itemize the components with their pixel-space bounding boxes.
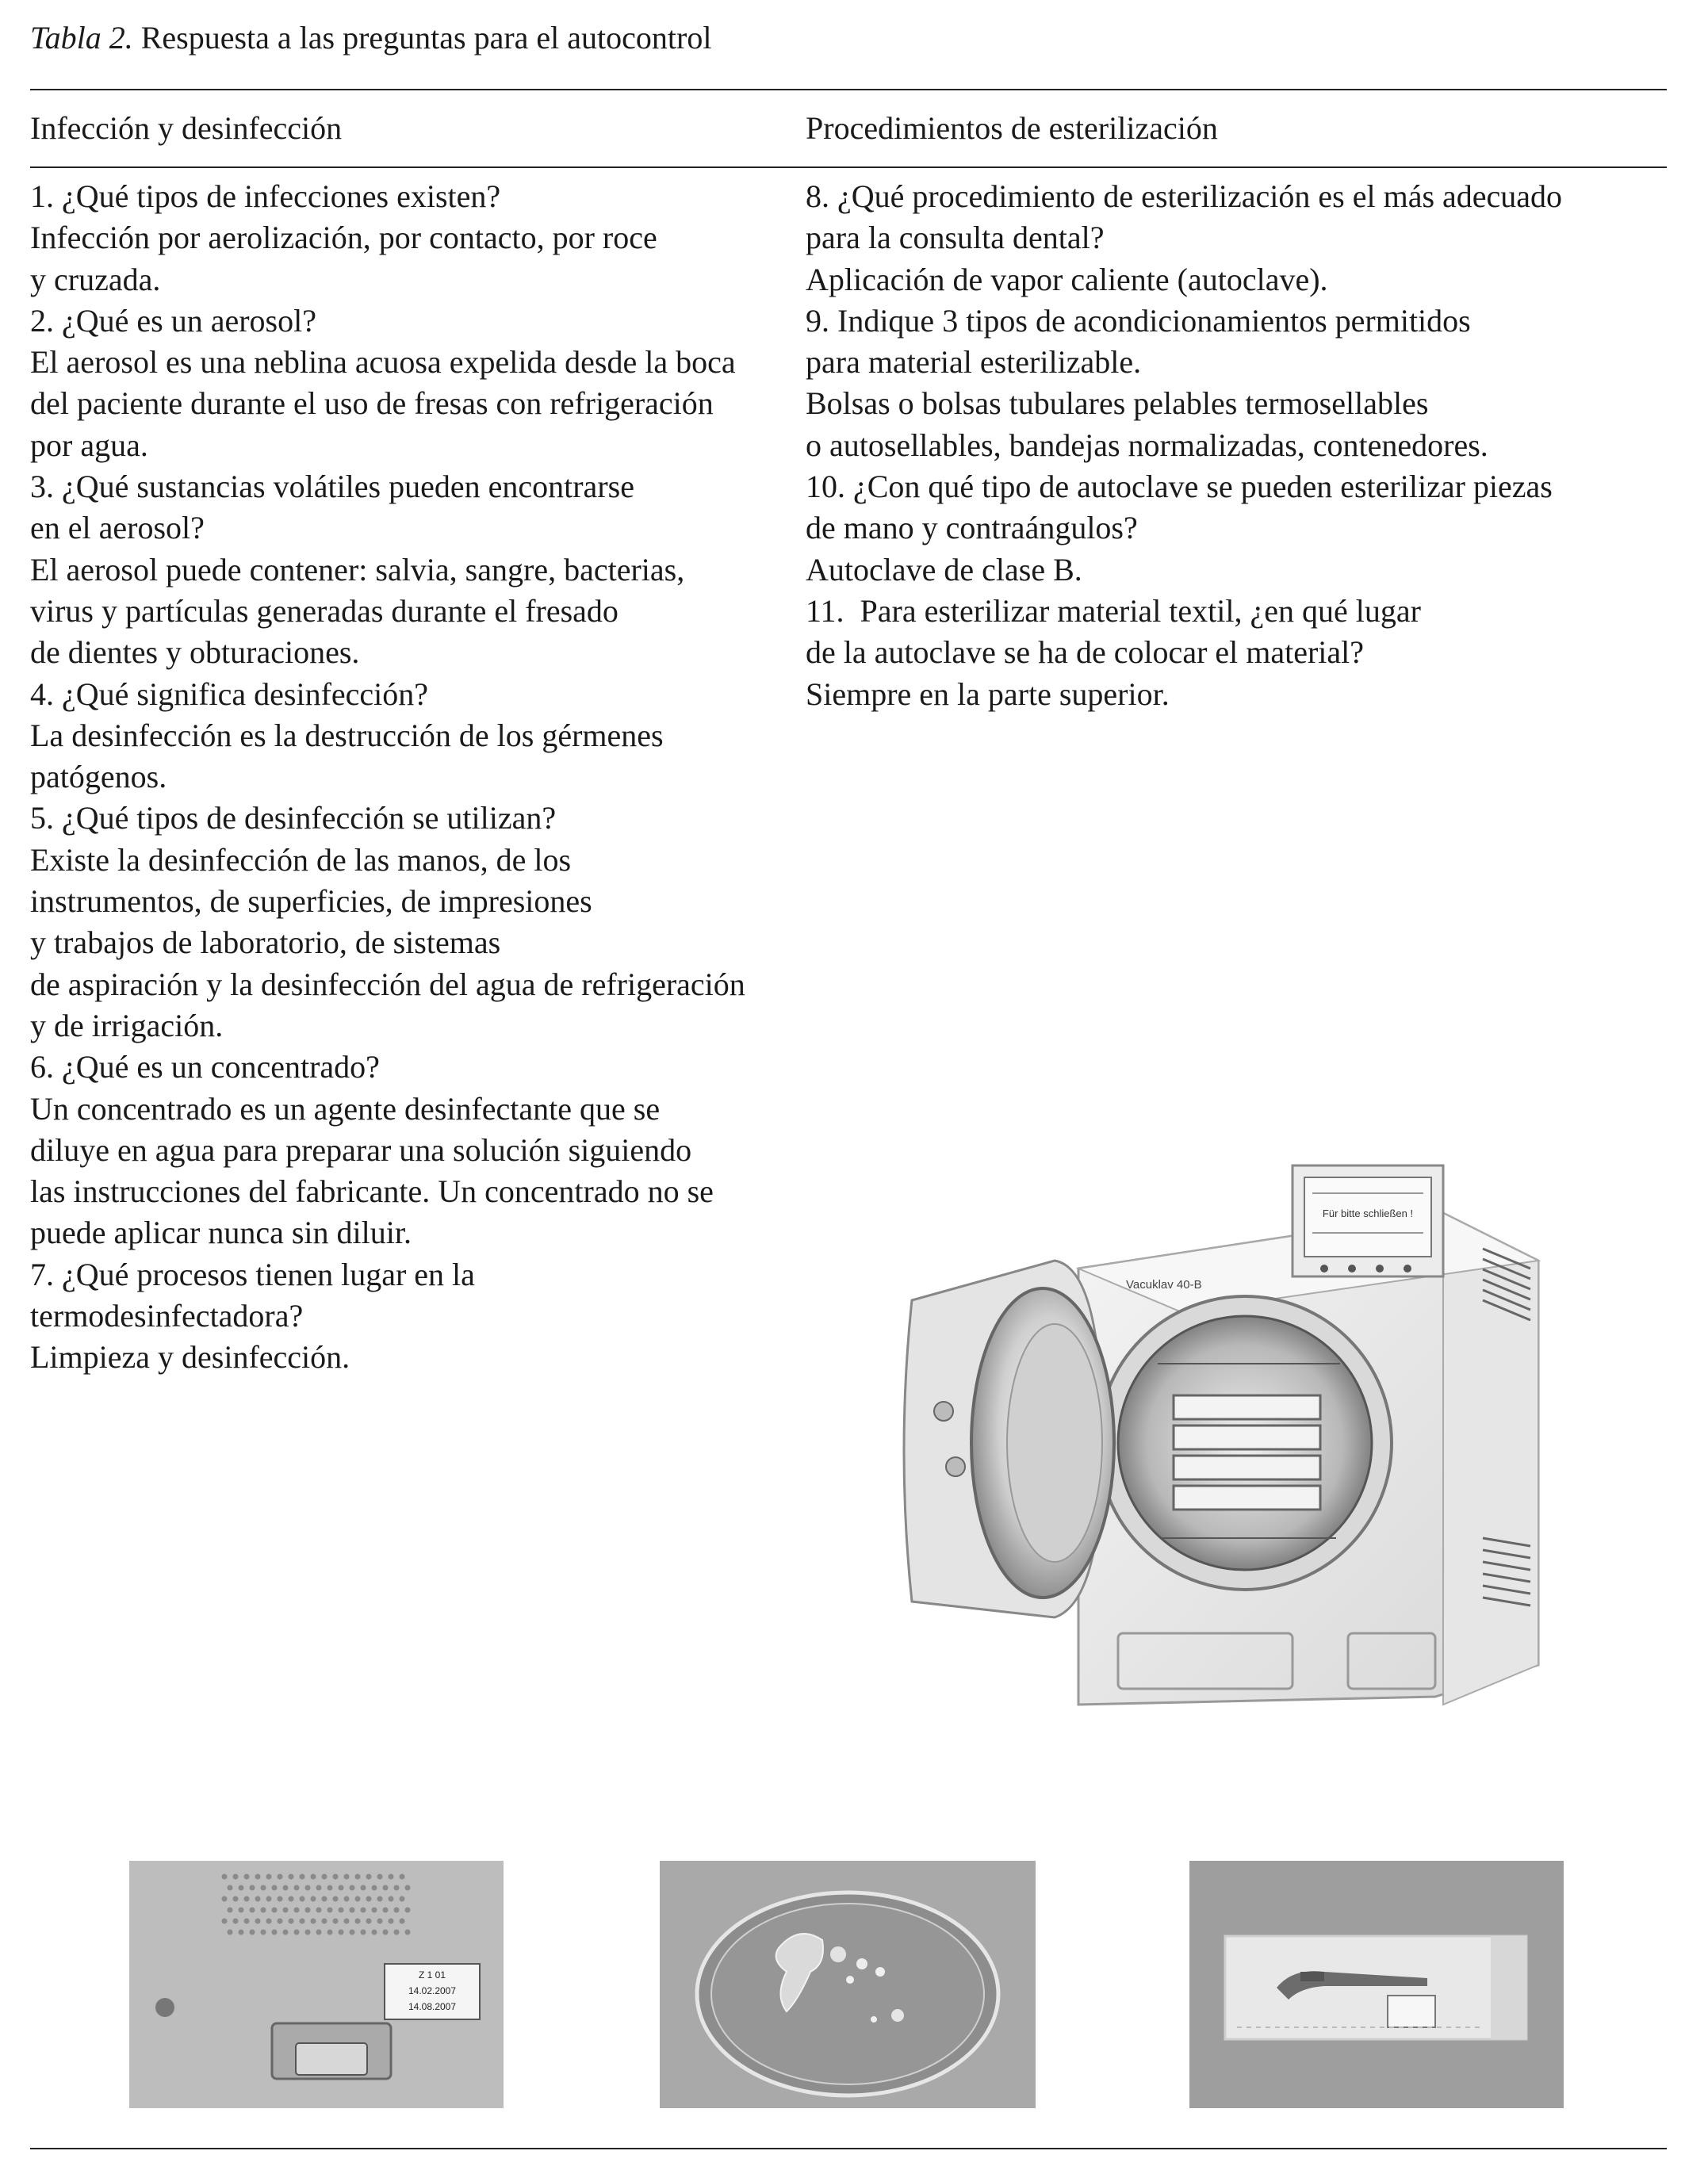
table-line: o autosellables, bandejas normalizadas, contenedores. <box>806 427 1488 463</box>
perforation-dot <box>361 1930 366 1935</box>
perforation-dot <box>350 1885 355 1891</box>
container-photo <box>129 1861 504 2108</box>
table-line: virus y partículas generadas durante el fresado <box>30 592 618 629</box>
perforation-dot <box>250 1885 255 1891</box>
perforation-dot <box>283 1885 289 1891</box>
chamber <box>1098 1296 1392 1590</box>
perforation-dot <box>405 1930 411 1935</box>
table-line: para la consulta dental? <box>806 220 1105 256</box>
perforation-dot <box>300 1874 305 1880</box>
perforation-dot <box>355 1874 361 1880</box>
perforation-dot <box>350 1908 355 1913</box>
sterile-pouch-photo <box>1189 1861 1564 2108</box>
table-line: de la autoclave se ha de colocar el material? <box>806 634 1365 671</box>
container-label-line-3: 14.08.2007 <box>408 2001 457 2012</box>
perforation-dot <box>239 1930 244 1935</box>
perforation-dot <box>327 1908 333 1913</box>
perforation-dot <box>261 1930 266 1935</box>
right-column-header: Procedimientos de esterilización <box>806 110 1218 146</box>
perforation-dot <box>339 1930 344 1935</box>
left-column-text <box>30 176 745 1379</box>
perforation-dot <box>333 1874 339 1880</box>
perforation-dot <box>305 1885 311 1891</box>
perforation-dot <box>261 1908 266 1913</box>
perforation-dot <box>233 1919 239 1924</box>
perforation-dot <box>327 1885 333 1891</box>
perforation-dot <box>266 1874 272 1880</box>
table-line: 1. ¿Qué tipos de infecciones existen? <box>30 178 501 214</box>
perforation-dot <box>344 1896 350 1902</box>
caption-text: Respuesta a las preguntas para el autocontrol <box>132 20 712 55</box>
perforation-dot <box>372 1930 377 1935</box>
bottom-rule <box>30 2148 1667 2149</box>
perforation-dot <box>316 1930 322 1935</box>
perforation-dot <box>405 1885 411 1891</box>
perforation-dot <box>266 1896 272 1902</box>
perforation-dot <box>244 1919 250 1924</box>
table-line: Siempre en la parte superior. <box>806 675 1170 712</box>
autoclave-figure <box>896 1158 1554 1713</box>
perforation-dot <box>394 1885 400 1891</box>
perforation-dot <box>278 1896 283 1902</box>
perforation-dot <box>305 1908 311 1913</box>
table-line: 4. ¿Qué significa desinfección? <box>30 675 429 712</box>
perforation-dot <box>311 1919 316 1924</box>
table-line: 7. ¿Qué procesos tienen lugar en la <box>30 1256 475 1292</box>
perforation-dot <box>228 1885 233 1891</box>
perforation-dot <box>400 1919 405 1924</box>
perforation-dot <box>283 1908 289 1913</box>
perforation-dot <box>311 1896 316 1902</box>
table-line: en el aerosol? <box>30 510 205 546</box>
perforation-dot <box>344 1919 350 1924</box>
perforation-dot <box>316 1885 322 1891</box>
table-line: puede aplicar nunca sin diluir. <box>30 1215 412 1251</box>
perforation-dot <box>333 1896 339 1902</box>
perforation-dot <box>333 1919 339 1924</box>
perforation-dot <box>283 1930 289 1935</box>
perforation-dot <box>355 1896 361 1902</box>
table-line: patógenos. <box>30 759 167 795</box>
table-line: para material esterilizable. <box>806 344 1142 381</box>
perforation-dot <box>383 1885 389 1891</box>
perforation-dot <box>233 1896 239 1902</box>
perforation-dot <box>222 1919 228 1924</box>
table-line: y trabajos de laboratorio, de sistemas <box>30 924 501 961</box>
table-line: Un concentrado es un agente desinfectante que se <box>30 1090 661 1127</box>
perforation-dot <box>239 1908 244 1913</box>
perforation-dot <box>327 1930 333 1935</box>
perforation-dot <box>289 1874 294 1880</box>
perforation-dot <box>394 1930 400 1935</box>
right-column-text <box>806 176 1562 715</box>
perforation-dot <box>350 1930 355 1935</box>
table-line: La desinfección es la destrucción de los gérmenes <box>30 717 664 753</box>
perforation-dot <box>266 1919 272 1924</box>
table-line: Aplicación de vapor caliente (autoclave). <box>806 261 1328 297</box>
top-rule <box>30 89 1667 90</box>
table-line: Limpieza y desinfección. <box>30 1339 350 1376</box>
table-line: 2. ¿Qué es un aerosol? <box>30 302 316 339</box>
perforation-dot <box>372 1908 377 1913</box>
table-line: 3. ¿Qué sustancias volátiles pueden encontrarse <box>30 469 634 505</box>
perforation-dot <box>233 1874 239 1880</box>
table-line: 5. ¿Qué tipos de desinfección se utilizan? <box>30 800 557 836</box>
left-column-header: Infección y desinfección <box>30 110 343 146</box>
table-line: de dientes y obturaciones. <box>30 634 360 671</box>
perforation-dot <box>366 1919 372 1924</box>
caption-label: Tabla 2. <box>30 20 133 55</box>
perforation-dot <box>339 1908 344 1913</box>
perforation-dot <box>322 1919 327 1924</box>
petri-dish-image <box>660 1861 1036 2108</box>
container-label-line-1: Z 1 01 <box>418 1969 446 1981</box>
perforation-dot <box>294 1908 300 1913</box>
perforation-dot <box>300 1896 305 1902</box>
sterile-container-image <box>129 1861 504 2108</box>
display-message: Für bitte schließen ! <box>1322 1207 1414 1219</box>
autoclave-door <box>904 1261 1114 1617</box>
table-line: y cruzada. <box>30 261 161 297</box>
table-line: 8. ¿Qué procedimiento de esterilización es el más adecuado <box>806 178 1563 214</box>
table-line: El aerosol puede contener: salvia, sangre, bacterias, <box>30 551 685 587</box>
table-line: 6. ¿Qué es un concentrado? <box>30 1049 380 1085</box>
table-line: instrumentos, de superficies, de impresiones <box>30 883 592 920</box>
table-line: de mano y contraángulos? <box>806 510 1138 546</box>
perforation-dot <box>339 1885 344 1891</box>
perforation-dot <box>278 1874 283 1880</box>
table-line: diluye en agua para preparar una solución siguiendo <box>30 1131 692 1168</box>
perforation-dot <box>316 1908 322 1913</box>
table-line: de aspiración y la desinfección del agua de refrigeración <box>30 966 745 1002</box>
table-line: por agua. <box>30 427 148 463</box>
table-line: 10. ¿Con qué tipo de autoclave se pueden esterilizar piezas <box>806 469 1553 505</box>
perforation-dot <box>389 1896 394 1902</box>
container-label-line-2: 14.02.2007 <box>408 1985 457 1996</box>
table-line: Existe la desinfección de las manos, de los <box>30 841 572 878</box>
table-line: termodesinfectadora? <box>30 1298 304 1334</box>
perforation-dot <box>344 1874 350 1880</box>
header-rule <box>30 166 1667 168</box>
perforation-dot <box>400 1874 405 1880</box>
sterile-pouch-image <box>1189 1861 1564 2108</box>
table-caption <box>30 16 711 60</box>
perforation-dot <box>239 1885 244 1891</box>
perforation-dot <box>322 1874 327 1880</box>
table-line: Autoclave de clase B. <box>806 551 1082 587</box>
table-line: 11. Para esterilizar material textil, ¿en qué lugar <box>806 592 1421 629</box>
table-line: 9. Indique 3 tipos de acondicionamientos permitidos <box>806 302 1471 339</box>
perforation-dot <box>272 1885 278 1891</box>
perforation-dot <box>250 1908 255 1913</box>
perforation-dot <box>228 1930 233 1935</box>
perforation-dot <box>311 1874 316 1880</box>
perforation-dot <box>294 1885 300 1891</box>
perforation-dot <box>244 1874 250 1880</box>
perforation-dot <box>394 1908 400 1913</box>
perforation-dot <box>361 1885 366 1891</box>
perforation-dot <box>322 1896 327 1902</box>
table-line: Infección por aerolización, por contacto, por roce <box>30 220 657 256</box>
perforation-dot <box>355 1919 361 1924</box>
perforation-dot <box>383 1908 389 1913</box>
perforation-dot <box>255 1896 261 1902</box>
perforation-dot <box>222 1896 228 1902</box>
perforation-dot <box>294 1930 300 1935</box>
perforation-dot <box>305 1930 311 1935</box>
table-line: del paciente durante el uso de fresas con refrigeración <box>30 385 714 422</box>
perforation-dot <box>272 1930 278 1935</box>
perforation-dot <box>255 1874 261 1880</box>
perforation-dot <box>372 1885 377 1891</box>
table-line: Bolsas o bolsas tubulares pelables termosellables <box>806 385 1429 422</box>
perforation-dot <box>278 1919 283 1924</box>
perforation-dot <box>366 1896 372 1902</box>
perforation-dot <box>222 1874 228 1880</box>
display-panel <box>1292 1165 1443 1276</box>
perforation-dot <box>377 1919 383 1924</box>
perforation-dot <box>377 1874 383 1880</box>
table-line: y de irrigación. <box>30 1007 224 1043</box>
petri-dish-photo <box>660 1861 1036 2108</box>
perforation-dot <box>250 1930 255 1935</box>
table-line: El aerosol es una neblina acuosa expelida desde la boca <box>30 344 736 381</box>
autoclave-brand: Vacuklav 40-B <box>1126 1278 1202 1292</box>
perforation-dot <box>361 1908 366 1913</box>
perforation-dot <box>244 1896 250 1902</box>
perforation-dot <box>366 1874 372 1880</box>
table-line: las instrucciones del fabricante. Un concentrado no se <box>30 1173 714 1210</box>
perforation-dot <box>389 1874 394 1880</box>
perforation-dot <box>377 1896 383 1902</box>
perforation-dot <box>289 1896 294 1902</box>
perforation-dot <box>400 1896 405 1902</box>
perforation-dot <box>300 1919 305 1924</box>
perforation-dot <box>228 1908 233 1913</box>
perforation-dot <box>261 1885 266 1891</box>
perforation-dot <box>255 1919 261 1924</box>
perforation-dot <box>405 1908 411 1913</box>
perforation-dot <box>383 1930 389 1935</box>
perforation-dot <box>289 1919 294 1924</box>
perforation-dot <box>272 1908 278 1913</box>
perforation-dot <box>389 1919 394 1924</box>
